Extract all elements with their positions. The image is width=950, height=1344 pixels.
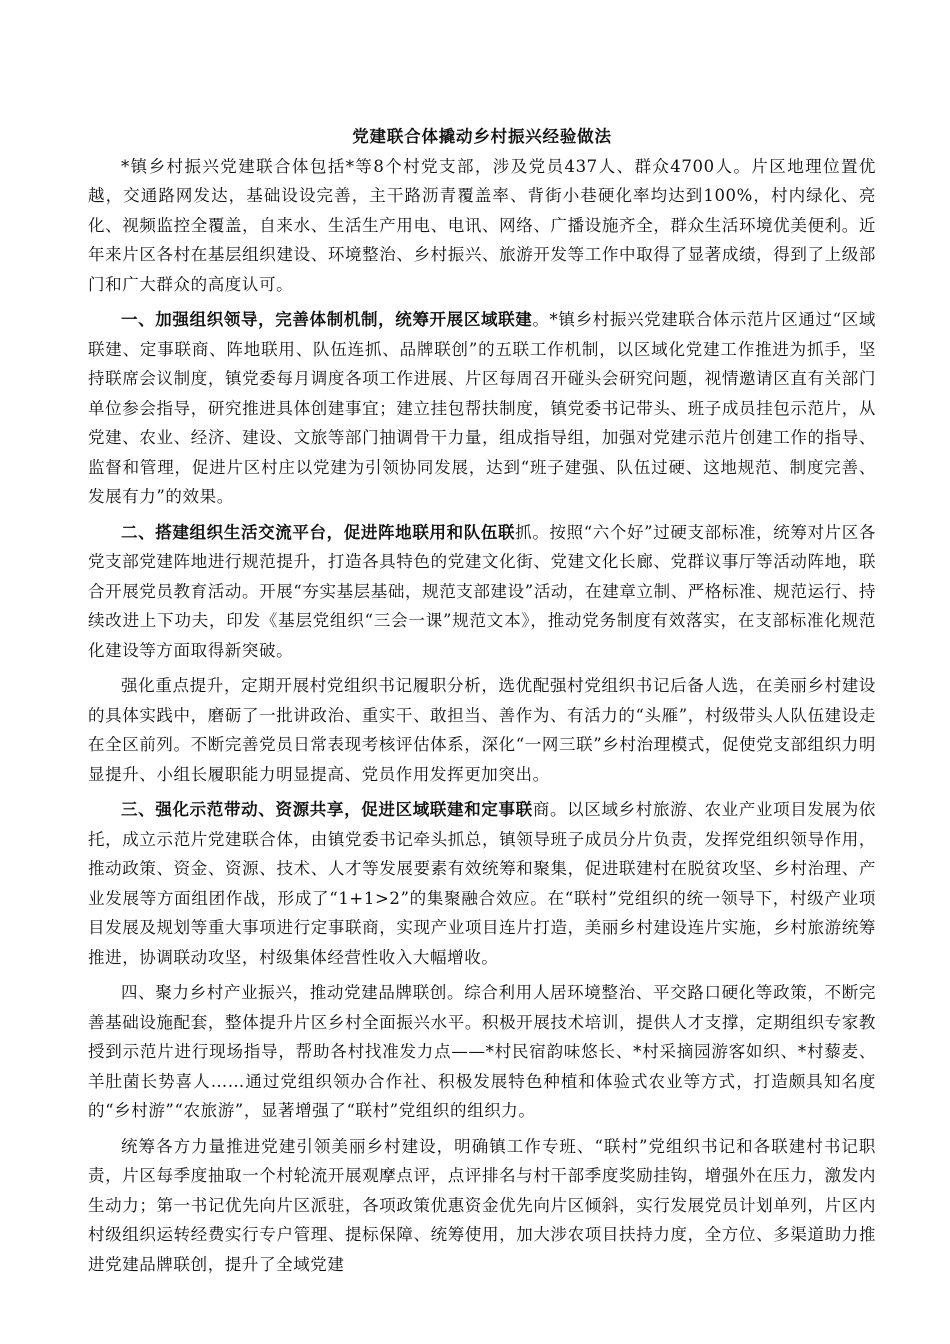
section-3-paragraph [88,795,876,972]
section-1-heading: 一、加强组织领导，完善体制机制，统筹开展区域联建 [121,310,533,329]
section-3-body: 商。以区域乡村旅游、农业产业项目发展为依托，成立示范片党建联合体，由镇党委书记牵头抓总，镇领导班子成员分片负责，发挥党组织领导作用，推动政策、资金、资源、技术、人才等发展要素有效统筹和聚集，促进联建村在脱贫攻坚、乡村治理、产业发展等方面组团作战，形成了“1+1>2”的集聚融合效应。在“联村”党组织的统一领导下，村级产业项目发展及规划等重大事项进行定事联商，实现产业项目连片打造，美丽乡村建设连片实施，乡村旅游统筹推进，协调联动攻坚，村级集体经营性收入大幅增收。 [88,800,877,967]
section-2-heading: 二、搭建组织生活交流平台，促进阵地联用和队伍联 [121,522,516,542]
closing-paragraph: 统筹各方力量推进党建引领美丽乡村建设，明确镇工作专班、“联村”党组织书记和各联建村书记职责，片区每季度抽取一个村轮流开展观摩点评，点评排名与村干部季度奖励挂钩，增强外在压力，激发内生动力；第一书记优先向片区派驻，各项政策优惠资金优先向片区倾斜，实行发展党员计划单列，片区内村级组织运转经费实行专户管理、提标保障、统筹使用，加大涉农项目扶持力度，全方位、多渠道助力推进党建品牌联创，提升了全域党建 [88,1136,876,1274]
section-2-body: 抓。按照“六个好”过硬支部标准，统筹对片区各党支部党建阵地进行规范提升，打造各具特色的党建文化街、党建文化长廊、党群议事厅等活动阵地，联合开展党员教育活动。开展“夯实基层基础，规范支部建设”活动，在建章立制、严格标准、规范运行、持续改进上下功夫，印发《基层党组织“三会一课”规范文本》，推动党务制度有效落实，在支部标准化规范化建设等方面取得新突破。 [88,522,876,660]
section-4-paragraph: 四、聚力乡村产业振兴，推动党建品牌联创。综合利用人居环境整治、平交路口硬化等政策，不断完善基础设施配套，整体提升片区乡村全面振兴水平。积极开展技术培训，提供人才支撑，定期组织专家教授到示范片进行现场指导，帮助各村找准发力点——*村民宿韵味悠长、*村采摘园游客如织、*村藜麦、羊肚菌长势喜人……通过党组织领办合作社、积极发展特色种植和体验式农业等方式，打造颇具知名度的“乡村游”“农旅游”，显著增强了“联村”党组织的组织力。 [88,983,876,1120]
section-1-paragraph [88,305,876,512]
intro-paragraph: *镇乡村振兴党建联合体包括*等8个村党支部，涉及党员437人、群众4700人。片区地理位置优越，交通路网发达，基础设设完善，主干路沥青覆盖率、背街小巷硬化率均达到100%，村内绿化、亮化、视频监控全覆盖，自来水、生活生产用电、电讯、网络、广播设施齐全，群众生活环境优美便利。近年来片区各村在基层组织建设、环境整治、乡村振兴、旅游开发等工作中取得了显著成绩，得到了上级部门和广大群众的高度认可。 [88,156,876,294]
section-3-heading: 三、强化示范带动、资源共享，促进区域联建和定事联 [121,800,533,819]
document-page [88,122,876,1279]
section-2-paragraph [88,518,876,666]
section-2-followup-paragraph: 强化重点提升，定期开展村党组织书记履职分析，选优配强村党组织书记后备人选，在美丽乡村建设的具体实践中，磨砺了一批讲政治、重实干、敢担当、善作为、有活力的“头雁”，村级带头人队伍建设走在全区前列。不断完善党员日常表现考核评估体系，深化“一网三联”乡村治理模式，促使党支部组织力明显提升、小组长履职能力明显提高、党员作用发挥更加突出。 [88,676,876,784]
document-title: 党建联合体撬动乡村振兴经验做法 [352,127,612,146]
section-1-body: 。*镇乡村振兴党建联合体示范片区通过“区域联建、定事联商、阵地联用、队伍连抓、品牌联创”的五联工作机制，以区域化党建工作推进为抓手，坚持联席会议制度，镇党委每月调度各项工作进展、片区每周召开碰头会研究问题，视情邀请区直有关部门单位参会指导，研究推进具体创建事宜；建立挂包帮扶制度，镇党委书记带头、班子成员挂包示范片，从党建、农业、经济、建设、文旅等部门抽调骨干力量，组成指导组，加强对党建示范片创建工作的指导、监督和管理，促进片区村庄以党建为引领协同发展，达到“班子建强、队伍过硬、这地规范、制度完善、发展有力”的效果。 [88,310,876,506]
